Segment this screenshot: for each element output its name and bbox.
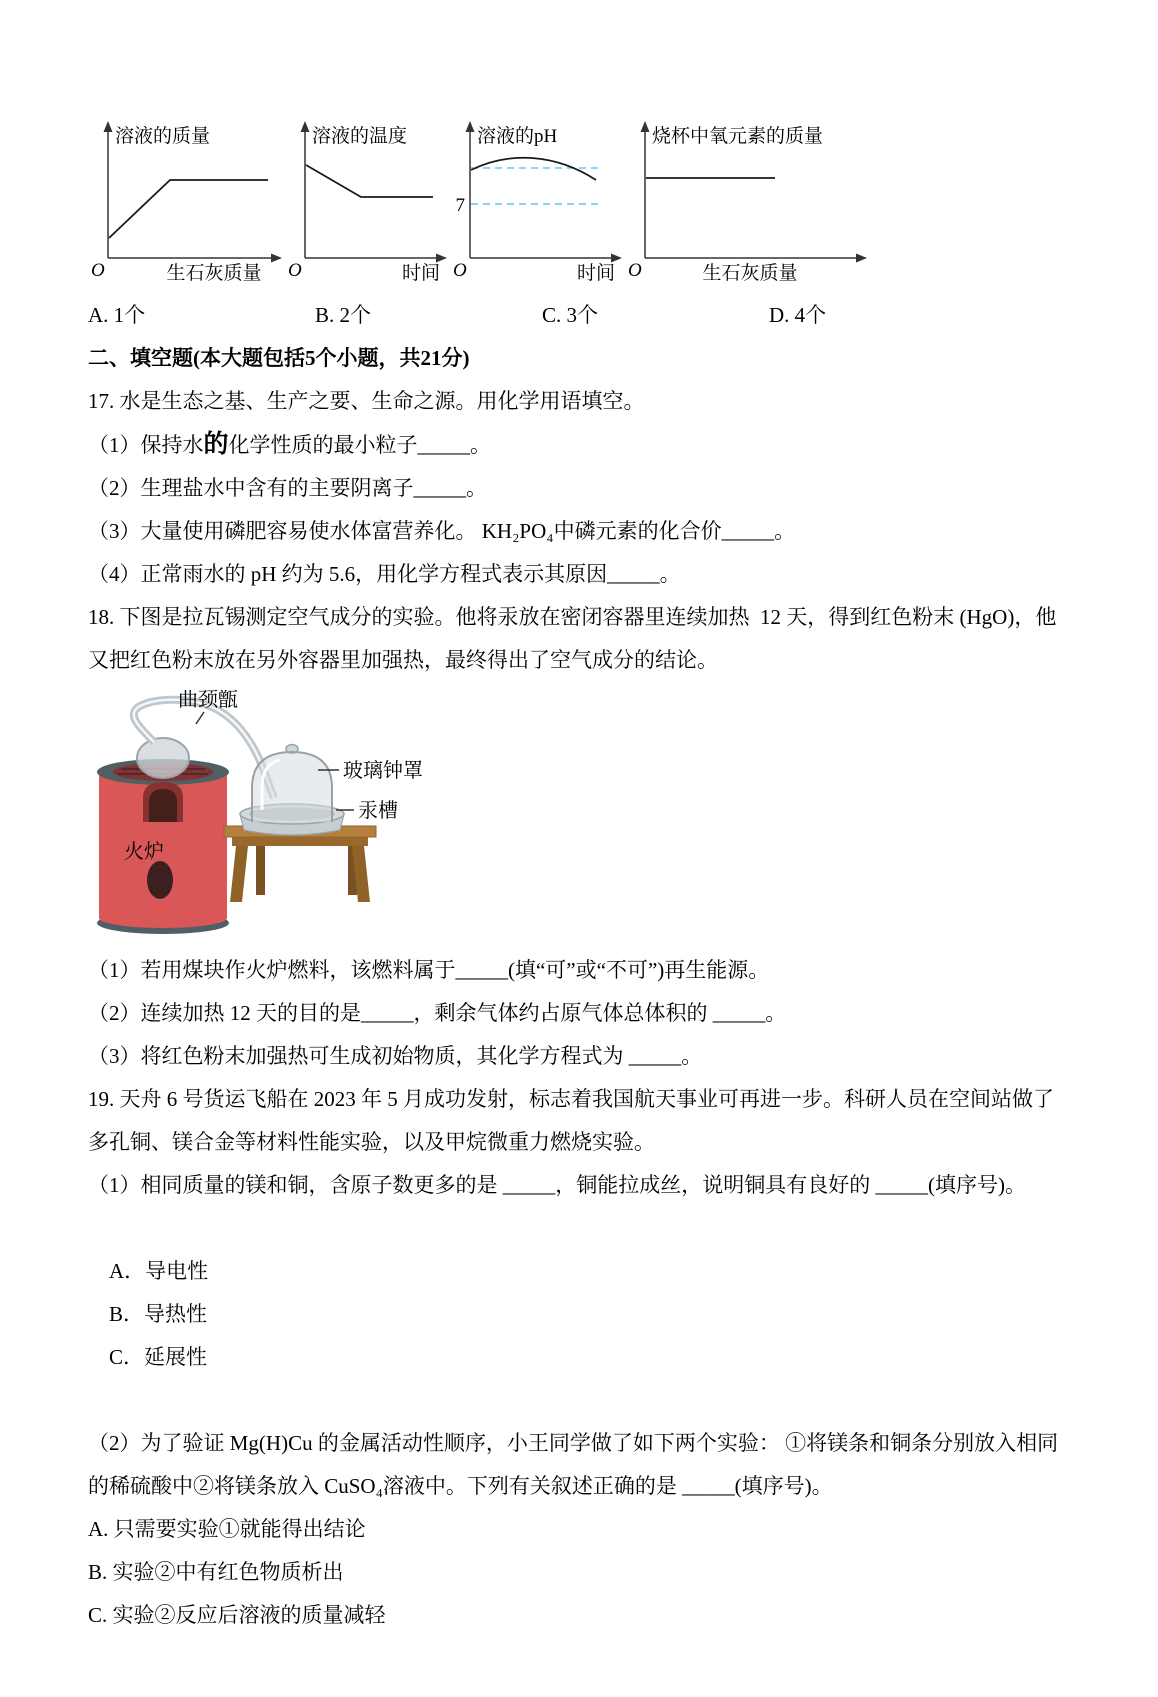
curve-ph-arc: [471, 158, 596, 180]
graph-solution-temperature: [285, 118, 450, 286]
q19-item1: （1）相同质量的镁和铜，含原子数更多的是 _____，铜能拉成丝，说明铜具有良好的 _____(填序号)。: [88, 1173, 1026, 1197]
q17-stem: 17. 水是生态之基、生产之要、生命之源。用化学用语填空。: [88, 389, 645, 413]
x-axis-arrow: [436, 254, 447, 263]
q17-item1-post: 化学性质的最小粒子_____。: [228, 433, 492, 457]
graph-solution-mass: [88, 118, 285, 286]
q19-opt-ductility: C．延展性: [109, 1345, 208, 1369]
retort-label-leader: [196, 712, 204, 724]
q18-item1: （1）若用煤块作火炉燃料，该燃料属于_____(填“可”或“不可”)再生能源。: [88, 958, 770, 982]
q17-item1-bold-char: 的: [203, 431, 229, 458]
section2-title: 二、填空题(本大题包括5个小题，共21分): [88, 346, 470, 370]
q18-item3: （3）将红色粉末加强热可生成初始物质，其化学方程式为 _____。: [88, 1044, 703, 1068]
q19-stem: 19. 天舟 6 号货运飞船在 2023 年 5 月成功发射，标志着我国航天事业可再进一步。科研人员在空间站做了多孔铜、镁合金等材料性能实验，以及甲烷微重力燃烧实验。: [88, 1087, 1054, 1154]
graph1-y-label: 溶液的质量: [115, 126, 211, 147]
graph1-origin: O: [91, 260, 105, 281]
q19-item1-options: [88, 1207, 1070, 1422]
graph4-origin: O: [628, 260, 642, 281]
graph2-x-label: 时间: [401, 263, 440, 284]
curve-rise-plateau: [109, 180, 268, 238]
graph3-origin: O: [453, 260, 467, 281]
graph3-x-label: 时间: [576, 263, 615, 284]
stove-label: 火炉: [124, 841, 164, 863]
wooden-table: [224, 826, 376, 902]
q16-graphs: [88, 118, 1070, 286]
graph-solution-ph: [450, 118, 625, 286]
q19-item2: （2）为了验证 Mg(H)Cu 的金属活动性顺序，小王同学做了如下两个实验： ①将镁条和铜条分别放入相同的稀硫酸中②将镁条放入 CuSO₄溶液中。下列有关叙述正确的是 _____(填序号)。: [88, 1431, 1059, 1498]
q17-item4: （4）正常雨水的 pH 约为 5.6，用化学方程式表示其原因_____。: [88, 562, 681, 586]
q19-item2-option-c: C. 实验②反应后溶液的质量减轻: [88, 1603, 386, 1627]
retort-label: 曲颈甑: [178, 690, 238, 711]
lavoisier-experiment-figure: [96, 690, 1070, 941]
q17-item1: [88, 423, 1070, 467]
y-axis-arrow: [301, 121, 310, 132]
curve-fall-plateau: [306, 165, 433, 197]
graph4-x-label: 生石灰质量: [702, 263, 798, 284]
q16-choices: [88, 294, 1070, 337]
stove-vent-hole: [147, 861, 173, 899]
graph4-y-label: 烧杯中氧元素的质量: [652, 126, 824, 147]
q17-item2: （2）生理盐水中含有的主要阴离子_____。: [88, 476, 487, 500]
graph2-y-label: 溶液的温度: [312, 126, 408, 147]
y-axis-arrow: [104, 121, 113, 132]
q19-opt-heat-conductivity: B．导热性: [109, 1302, 208, 1326]
q18-item2: （2）连续加热 12 天的目的是_____，剩余气体约占原气体总体积的 _____。: [88, 1001, 787, 1025]
q19-opt-conductivity: A．导电性: [109, 1259, 209, 1283]
y-axis-arrow: [466, 121, 475, 132]
x-axis-arrow: [856, 254, 867, 263]
q18-stem: 18. 下图是拉瓦锡测定空气成分的实验。他将汞放在密闭容器里连续加热 12 天，得到红色粉末 (HgO)，他又把红色粉末放在另外容器里加强热，最终得出了空气成分的结论。: [88, 605, 1057, 672]
graph3-ytick-7: 7: [455, 195, 465, 216]
graph1-x-label: 生石灰质量: [166, 263, 262, 284]
q17-item1-pre: （1）保持水: [88, 433, 204, 457]
x-axis-arrow: [271, 254, 282, 263]
graph-oxygen-mass: [625, 118, 870, 286]
q16-choice-b: B. 2个: [315, 303, 372, 327]
q19-item2-option-b: B. 实验②中有红色物质析出: [88, 1560, 344, 1584]
q17-item3: （3）大量使用磷肥容易使水体富营养化。 KH₂PO₄中磷元素的化合价_____。: [88, 519, 796, 543]
y-axis-arrow: [641, 121, 650, 132]
glass-bell-jar: [252, 745, 332, 823]
graph3-y-label: 溶液的pH: [477, 126, 558, 147]
graph2-origin: O: [288, 260, 302, 281]
q16-choice-d: D. 4个: [769, 303, 827, 327]
trough-label: 汞槽: [358, 800, 398, 822]
retort-bulb: [137, 738, 189, 778]
x-axis-arrow: [611, 254, 622, 263]
bell-jar-label: 玻璃钟罩: [343, 760, 423, 782]
q16-choice-a: A. 1个: [88, 303, 146, 327]
q16-choice-c: C. 3个: [542, 303, 599, 327]
q19-item2-option-a: A. 只需要实验①就能得出结论: [88, 1517, 366, 1541]
